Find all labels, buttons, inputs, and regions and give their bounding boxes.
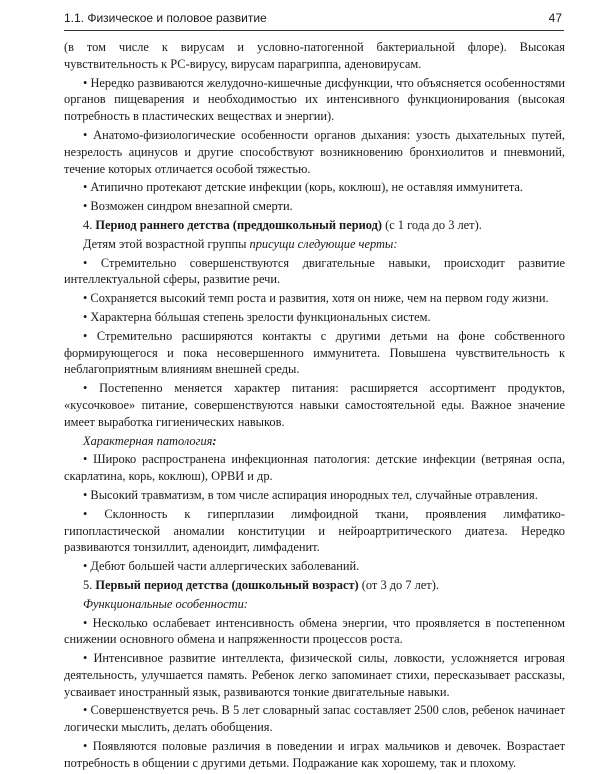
bullet-item: • Появляются половые различия в поведении и играх мальчиков и девочек. Возрастает потребность в общении с другими детьми. Подражание как хорошему, так и плохому. xyxy=(64,739,565,770)
bullet-item: • Стремительно совершенствуются двигательные навыки, происходит развитие интеллектуальной сферы, развитие речи. xyxy=(64,255,565,287)
section-title-bold: Первый период детства (дошкольный возраст) xyxy=(95,577,359,592)
section-title-bold: Период раннего детства (преддошкольный период) xyxy=(95,217,382,232)
section-heading-4 xyxy=(64,217,565,234)
bullet-item: • Постепенно меняется характер питания: расширяется ассортимент продуктов, «кусочковое» питание, совершенствуются навыки самостоятельной еды. Важное значение имеет выработка гигиенических навыков. xyxy=(64,381,565,429)
bullet-item: • Интенсивное развитие интеллекта, физической силы, ловкости, усложняется игровая деятельность, улучшается память. Ребенок легко запоминает стихи, пересказывает рассказы, усваивает иностранный язык, развиваются тонкие двигательные навыки. xyxy=(64,651,565,699)
bullet-item: • Дебют большей части аллергических заболеваний. xyxy=(83,559,360,574)
bullet-item: • Высокий травматизм, в том числе аспирация инородных тел, случайные отравления. xyxy=(83,487,538,502)
section-title: 1.1. Физическое и половое развитие xyxy=(64,11,267,25)
bullet-item: • Возможен синдром внезапной смерти. xyxy=(83,199,293,214)
section-heading-5 xyxy=(64,577,565,594)
bullet-item: • Несколько ослабевает интенсивность обмена энергии, что проявляется в постепенном снижении основного обмена и напряженности процессов роста. xyxy=(64,615,565,647)
bullet-item: • Склонность к гиперплазии лимфоидной ткани, проявления лимфатико- гипопластической аномалии конституции и нейроартритического диатеза. Нередко развиваются тонзиллит, аденоидит, лимфаденит. xyxy=(64,506,565,555)
intro-line xyxy=(64,236,565,253)
subheading-functional: Функциональные особенности: xyxy=(83,596,248,611)
section-number: 4. xyxy=(83,217,96,232)
section-age-range: (от 3 до 7 лет). xyxy=(358,577,439,592)
bullet-item: • Широко распространена инфекционная патология: детские инфекции (ветряная оспа, скарлатина, корь, коклюш), ОРВИ и др. xyxy=(64,452,565,484)
page-number: 47 xyxy=(548,11,562,25)
bullet-item: • Сохраняется высокий темп роста и развития, хотя он ниже, чем на первом году жизни. xyxy=(83,291,549,306)
intro-italic: присущи следующие черты: xyxy=(249,236,398,251)
paragraph: (в том числе к вирусам и условно-патогенной бактериальной флоре). Высокая чувствительность к РС-вирусу, вирусам парагриппа, аденовирусам. xyxy=(64,40,565,71)
bullet-item: • Нередко развиваются желудочно-кишечные дисфункции, что объясняется особенностями органов пищеварения и необходимостью их интенсивного функционирования (высокая потребность в пластических веществах и энергии). xyxy=(64,75,565,124)
intro-text: Детям этой возрастной группы xyxy=(83,236,250,251)
body-text xyxy=(64,39,565,774)
bullet-item: • Атипично протекают детские инфекции (корь, коклюш), не оставляя иммунитета. xyxy=(83,180,524,195)
section-age-range: (с 1 года до 3 лет). xyxy=(381,217,482,232)
bullet-item: • Характерна бóльшая степень зрелости функциональных систем. xyxy=(83,309,431,324)
subheading-pathology xyxy=(64,433,565,450)
bullet-item: • Стремительно расширяются контакты с другими детьми на фоне собственного формирующегося и пока несовершенного иммунитета. Повышена чувствительность к неблагоприятным влияниям внешней среды. xyxy=(64,328,565,377)
section-number: 5. xyxy=(83,577,96,592)
pathology-colon: : xyxy=(212,433,217,448)
running-header xyxy=(64,8,564,31)
bullet-item: • Анатомо-физиологические особенности органов дыхания: узость дыхательных путей, незрелость ацинусов и другие способствуют возникновению бронхиолитов и пневмоний, течение которых отличается особой тяжестью. xyxy=(64,127,565,176)
bullet-item: • Совершенствуется речь. В 5 лет словарный запас составляет 2500 слов, ребенок начинает логически мыслить, делать обобщения. xyxy=(64,703,565,735)
pathology-label: Характерная патология xyxy=(83,433,213,448)
